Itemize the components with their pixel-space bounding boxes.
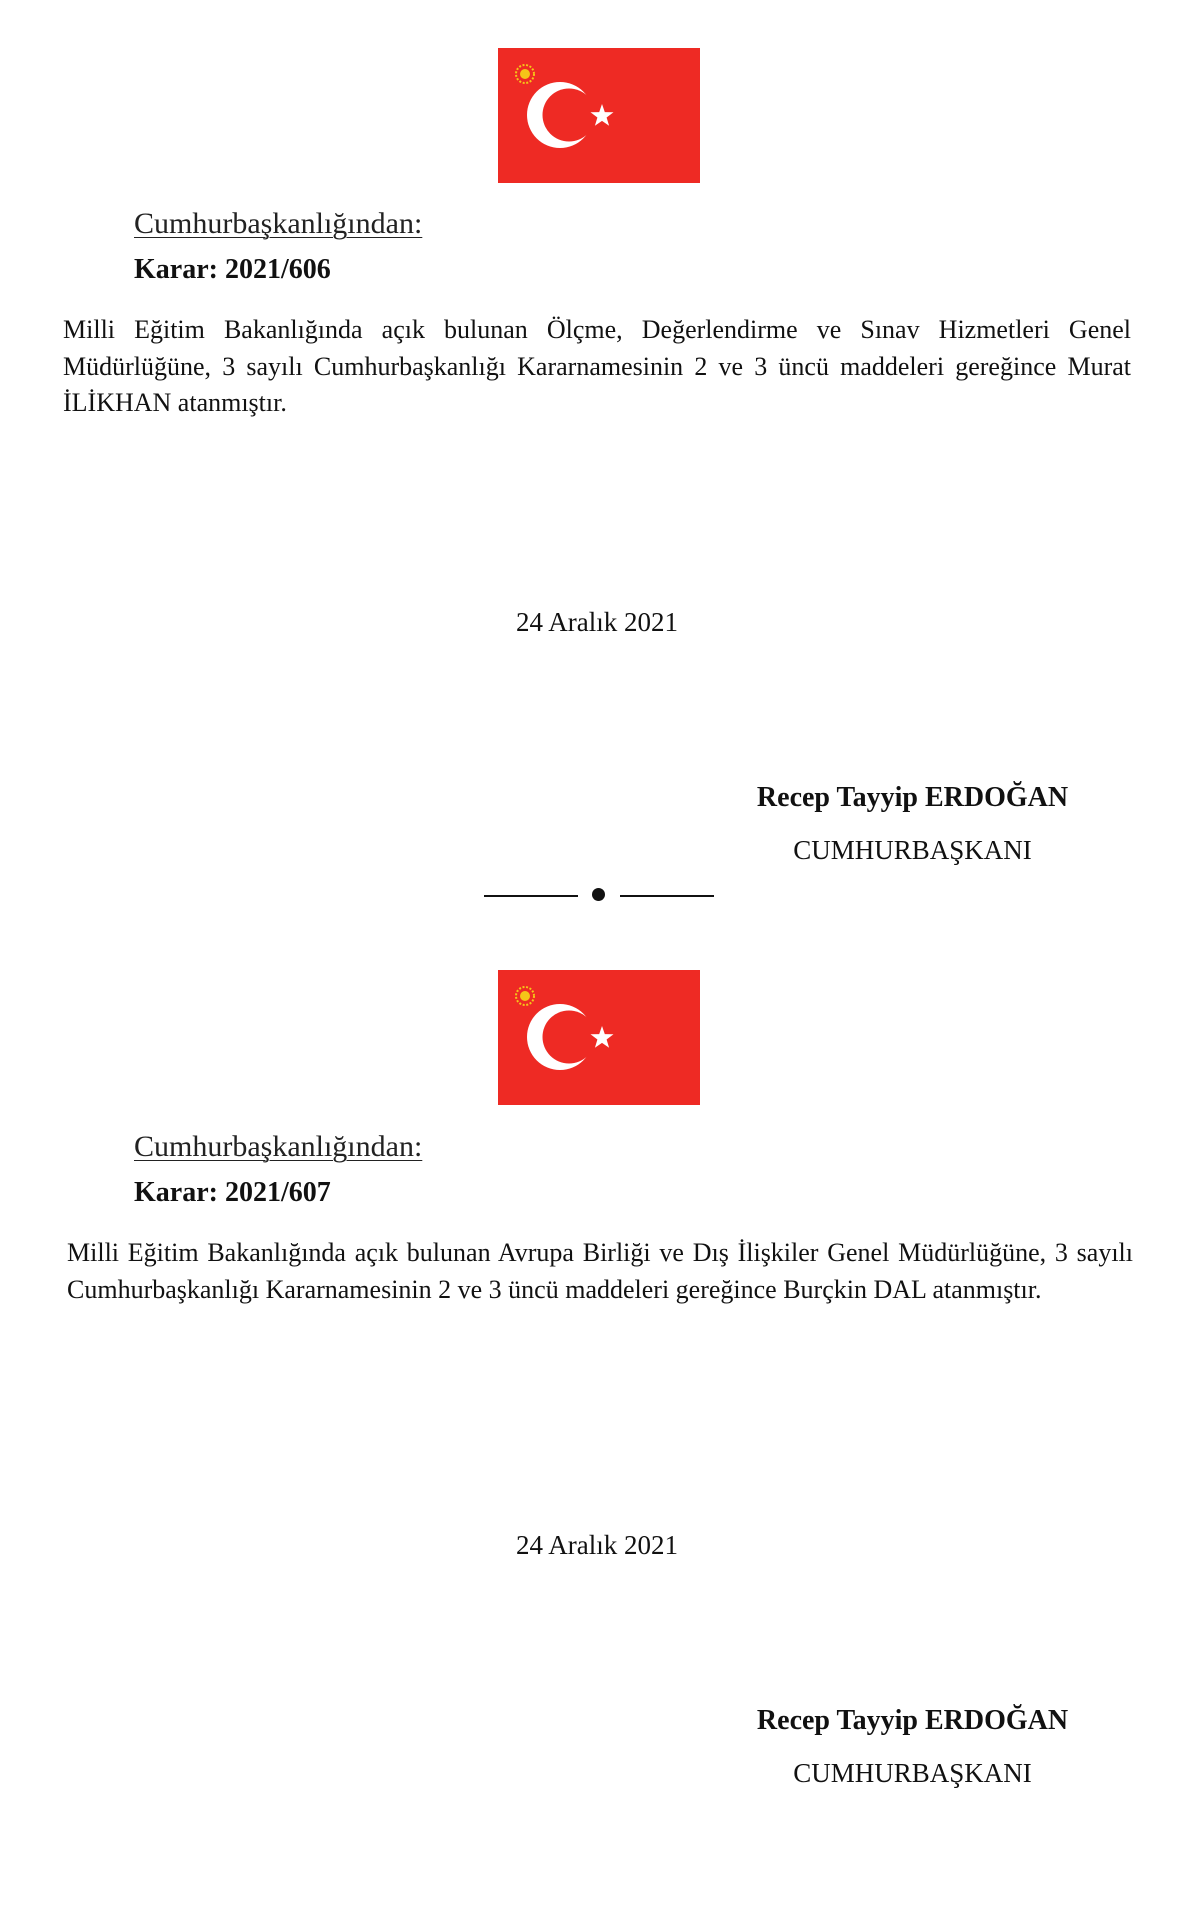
turkish-presidential-flag-icon [498,48,700,183]
decision-body-text: Milli Eğitim Bakanlığında açık bulunan Avrupa Birliği ve Dış İlişkiler Genel Müdürlüğüne, 3 sayılı Cumhurbaşkanlığı Kararnamesinin 2 ve 3 üncü maddeleri gereğince Burçkin DAL atanmıştır. [67,1238,1133,1304]
separator-line-left [484,895,578,897]
turkish-presidential-flag-icon [498,970,700,1105]
separator-line-right [620,895,714,897]
decision-number: Karar: 2021/606 [134,254,331,285]
issuer-heading: Cumhurbaşkanlığından: [134,207,423,240]
signer-title: CUMHURBAŞKANI [793,1758,1032,1788]
signer-name: Recep Tayyip ERDOĞAN [756,782,1069,813]
decision-date: 24 Aralık 2021 [516,607,678,637]
signer-name: Recep Tayyip ERDOĞAN [756,1705,1069,1736]
decision-number: Karar: 2021/607 [134,1177,331,1208]
decision-body-text: Milli Eğitim Bakanlığında açık bulunan Ölçme, Değerlendirme ve Sınav Hizmetleri Genel Müdürlüğüne, 3 sayılı Cumhurbaşkanlığı Kararnamesinin 2 ve 3 üncü maddeleri gereğince Murat İLİKHAN atanmıştır. [63,315,1131,417]
issuer-heading: Cumhurbaşkanlığından: [134,1130,423,1163]
section-separator [484,880,714,904]
signer-title: CUMHURBAŞKANI [793,835,1032,865]
decision-date: 24 Aralık 2021 [516,1530,678,1560]
separator-dot-icon [592,888,605,901]
